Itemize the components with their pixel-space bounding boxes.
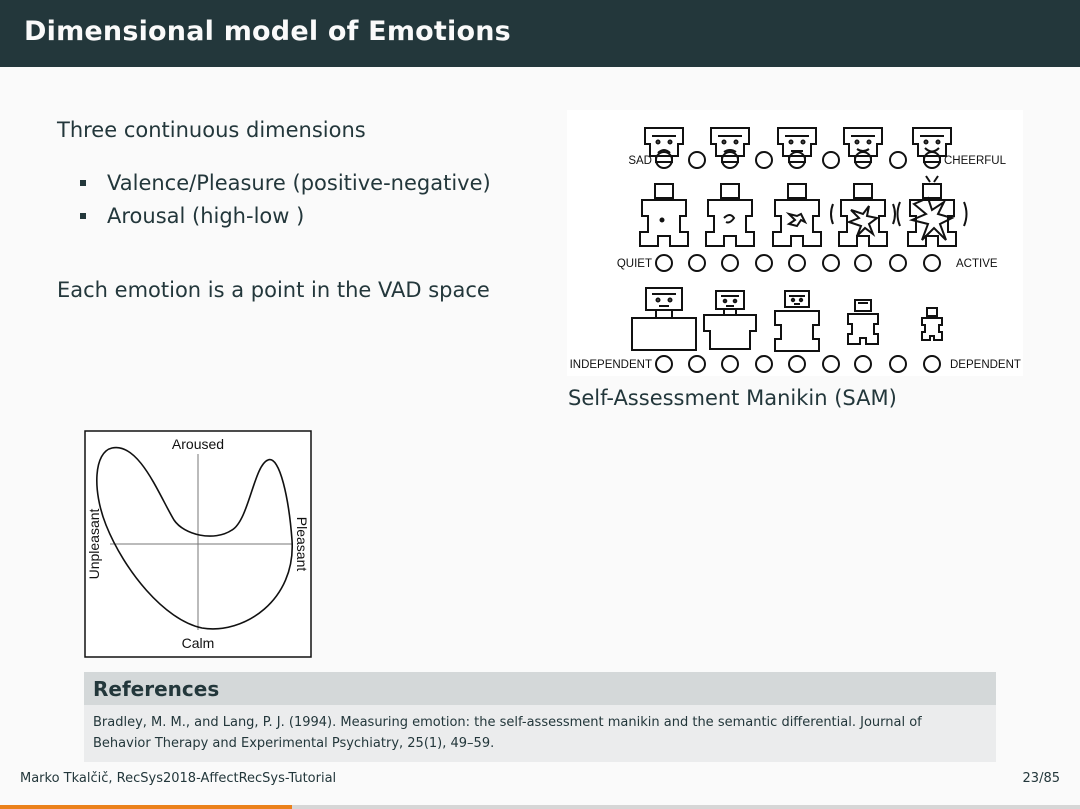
manikin-dominance-4 (848, 300, 878, 344)
arousal-scale (656, 255, 940, 271)
manikin-valence-3 (778, 128, 816, 162)
manikin-dominance-5 (922, 308, 942, 340)
manikin-dominance-2 (704, 291, 756, 349)
axis-label-bottom: Calm (181, 635, 215, 651)
bullet-text-valence: Valence/Pleasure (positive-negative) (107, 170, 491, 195)
sam-figure-svg (567, 110, 1023, 376)
axis-label-left: Unpleasant (86, 508, 102, 580)
sam-caption: Self-Assessment Manikin (SAM) (568, 386, 897, 410)
axis-label-right: Pleasant (294, 516, 310, 572)
title-bar (0, 0, 1080, 67)
slide-title: Dimensional model of Emotions (24, 16, 511, 47)
bullet-icon (80, 213, 86, 219)
progress-fill (0, 805, 292, 809)
sam-label-active: ACTIVE (956, 258, 998, 270)
manikin-arousal-5 (898, 176, 967, 246)
valence-scale (656, 152, 940, 168)
bullet-icon (80, 180, 86, 186)
sam-figure (567, 110, 1023, 376)
sam-label-sad: SAD (628, 155, 652, 167)
manikin-valence-4 (844, 128, 882, 162)
manikin-arousal-4 (831, 184, 895, 246)
progress-bar (0, 805, 1080, 809)
footer-author: Marko Tkalčič, RecSys2018-AffectRecSys-Tutorial (20, 771, 337, 786)
sam-label-dependent: DEPENDENT (950, 359, 1021, 371)
circumplex-figure (84, 430, 312, 658)
references-block (84, 672, 996, 762)
vad-text: Each emotion is a point in the VAD space (57, 278, 490, 302)
sam-label-quiet: QUIET (616, 258, 652, 270)
sam-label-cheerful: CHEERFUL (944, 155, 1006, 167)
intro-text: Three continuous dimensions (57, 118, 366, 142)
references-body (84, 705, 996, 762)
manikin-valence-2 (711, 128, 749, 162)
axis-label-top: Aroused (171, 436, 225, 452)
list-item (80, 199, 491, 232)
manikin-dominance-3 (775, 291, 819, 351)
dominance-scale (656, 356, 940, 372)
page-number: 23/85 (1022, 771, 1060, 786)
manikin-arousal-1 (640, 184, 688, 246)
bullet-text-arousal: Arousal (high-low ) (107, 203, 305, 228)
dimension-list (80, 166, 491, 232)
list-item (80, 166, 491, 199)
circumplex-svg (84, 430, 312, 658)
manikin-arousal-3 (773, 184, 821, 246)
references-heading: References (84, 672, 996, 705)
sam-label-independent: INDEPENDENT (569, 359, 652, 371)
reference-line: Behavior Therapy and Experimental Psychiatry, 25(1), 49–59. (93, 736, 495, 751)
manikin-dominance-1 (632, 288, 696, 350)
manikin-arousal-2 (706, 184, 754, 246)
reference-line: Bradley, M. M., and Lang, P. J. (1994). Measuring emotion: the self-assessment manikin and the semantic differential. Journal of (93, 715, 922, 730)
